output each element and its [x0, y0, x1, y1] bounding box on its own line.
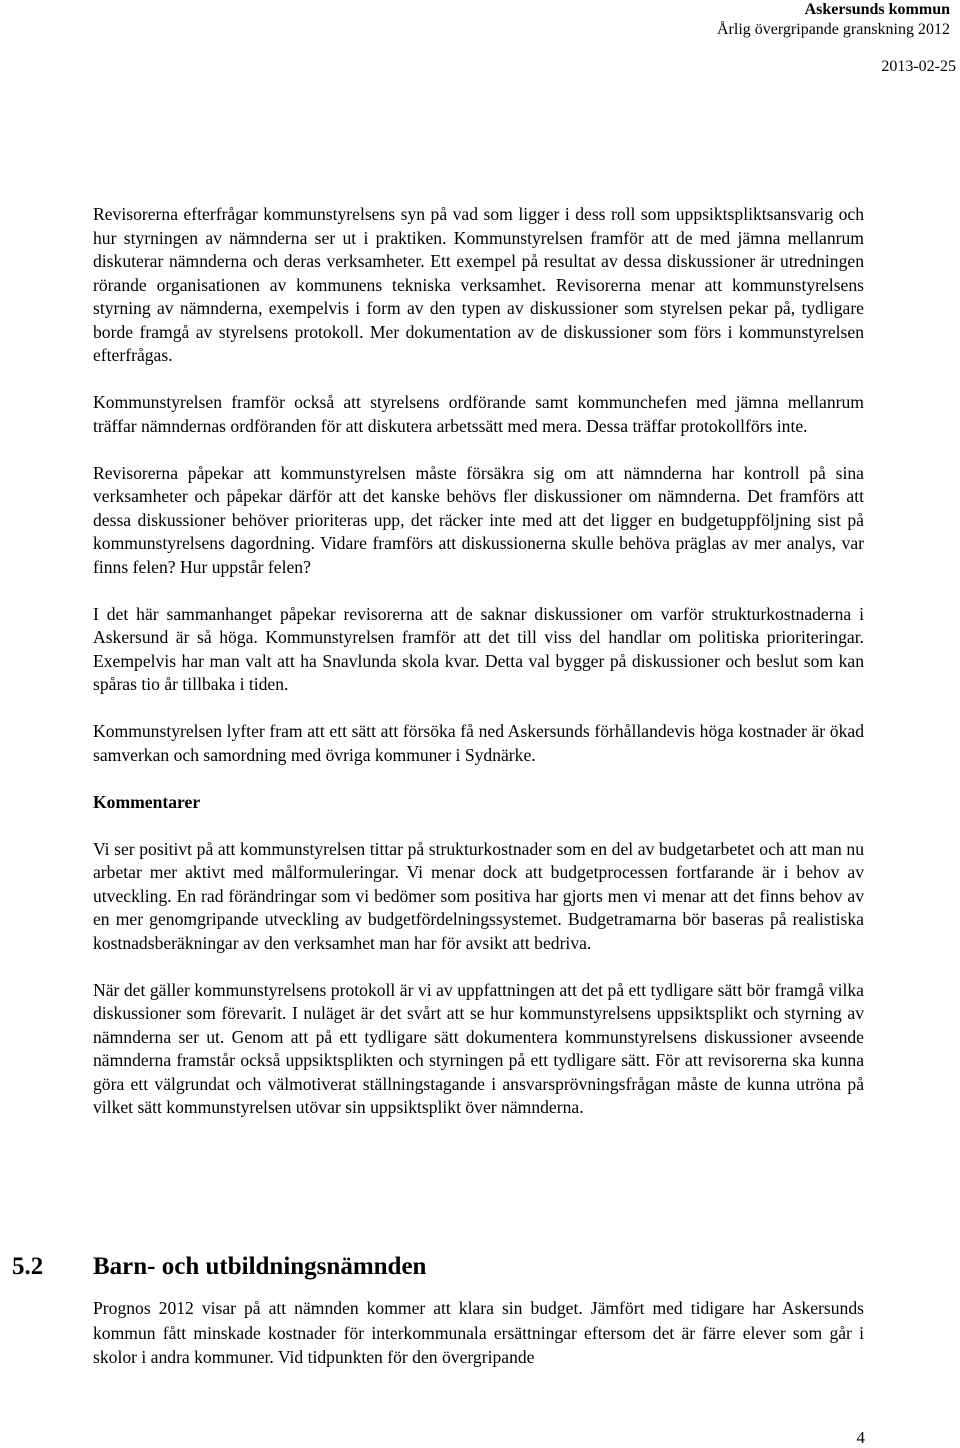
- body-paragraph: Revisorerna efterfrågar kommunstyrelsens syn på vad som ligger i dess roll som uppsiktspliktsansvarig och hur styrningen av nämnderna ser ut i praktiken. Kommunstyrelsen framför att de med jämna mellanrum diskuterar nämnderna och deras verksamheter. Ett exempel på resultat av dessa diskussioner är utredningen rörande organisationen av kommunens tekniska verksamhet. Revisorerna menar att kommunstyrelsens styrning av nämnderna, exempelvis i form av den typen av diskussioner som styrelsen pekar på, tydligare borde framgå av styrelsens protokoll. Mer dokumentation av de diskussioner som förs i kommunstyrelsen efterfrågas.: [93, 204, 864, 365]
- comment-paragraph: När det gäller kommunstyrelsens protokoll är vi av uppfattningen att det på ett tydligare sätt bör framgå vilka diskussioner som förevarit. I nuläget är det svårt att se hur kommunstyrelsens uppsiktsplikt och styrning av nämnderna ser ut. Genom att på ett tydligare sätt dokumentera kommunstyrelsens diskussioner avseende nämnderna framstår också uppsiktsplikten och styrningen på ett tydligare sätt. För att revisorerna ska kunna göra ett välgrundat och välmotiverat ställningstagande i ansvarsprövningsfrågan måste de kunna utröna på vilket sätt kommunstyrelsen utövar sin uppsiktsplikt över nämnderna.: [93, 979, 864, 1117]
- report-subtitle: Årlig övergripande granskning 2012: [717, 21, 950, 38]
- section-number: 5.2: [12, 1253, 44, 1280]
- main-content: [93, 203, 864, 1143]
- comment-paragraph: Vi ser positivt på att kommunstyrelsen tittar på strukturkostnader som en del av budgetarbetet och att man nu arbetar mer aktivt med målformuleringar. Vi menar dock att budgetprocessen fortfarande är i behov av utveckling. En rad förändringar som vi bedömer som positiva har gjorts men vi menar att det finns behov av en mer genomgripande utveckling av budgetfördelningssystemet. Budgetramarna bör baseras på realistiska kostnadsberäkningar av den verksamhet man har för avsikt att bedriva.: [93, 838, 864, 953]
- page-number: 4: [856, 1428, 865, 1447]
- organization-name: Askersunds kommun: [804, 1, 950, 18]
- page-header: [717, 0, 950, 40]
- body-paragraph: Revisorerna påpekar att kommunstyrelsen måste försäkra sig om att nämnderna har kontroll på sina verksamheter och påpekar därför att det kanske behövs fler diskussioner om nämnderna. Det framförs att dessa diskussioner behöver prioriteras upp, det räcker inte med att det ligger en budgetuppföljning sist på kommunstyrelsens dagordning. Vidare framförs att diskussionerna skulle behöva präglas av mer analys, var finns felen? Hur uppstår felen?: [93, 462, 864, 577]
- report-date: 2013-02-25: [881, 58, 956, 75]
- comments-heading: Kommentarer: [93, 791, 201, 812]
- section-body: Prognos 2012 visar på att nämnden kommer att klara sin budget. Jämfört med tidigare har Askersunds kommun fått minskade kostnader för interkommunala ersättningar eftersom det är färre elever som går i skolor i andra kommuner. Vid tidpunkten för den övergripande: [93, 1298, 864, 1367]
- body-paragraph: Kommunstyrelsen lyfter fram att ett sätt att försöka få ned Askersunds förhållandevis höga kostnader är ökad samverkan och samordning med övriga kommuner i Sydnärke.: [93, 721, 864, 765]
- section-title: Barn- och utbildningsnämnden: [93, 1253, 427, 1280]
- body-paragraph: Kommunstyrelsen framför också att styrelsens ordförande samt kommunchefen med jämna mellanrum träffar nämndernas ordföranden för att diskutera arbetssätt med mera. Dessa träffar protokollförs inte.: [93, 392, 864, 436]
- body-paragraph: I det här sammanhanget påpekar revisorerna att de saknar diskussioner om varför strukturkostnaderna i Askersund är så höga. Kommunstyrelsen framför att det till viss del handlar om politiska prioriteringar. Exempelvis har man valt att ha Snavlunda skola kvar. Detta val bygger på diskussioner och beslut som kan spåras tio år tillbaka i tiden.: [93, 603, 864, 694]
